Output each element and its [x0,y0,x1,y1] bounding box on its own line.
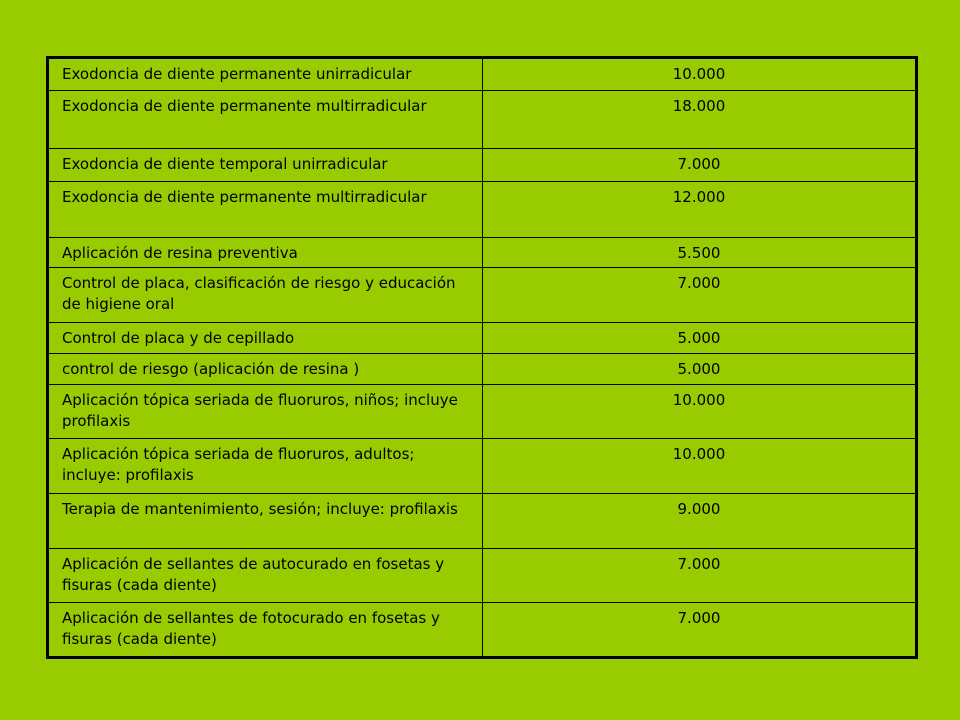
service-description: Aplicación de sellantes de autocurado en fosetas y fisuras (cada diente) [48,549,483,603]
service-description: Terapia de mantenimiento, sesión; incluye: profilaxis [48,494,483,549]
service-description: Aplicación de resina preventiva [48,238,483,268]
service-price: 7.000 [483,549,917,603]
price-table [46,56,918,659]
service-price: 9.000 [483,494,917,549]
service-description: Aplicación de sellantes de fotocurado en fosetas y fisuras (cada diente) [48,603,483,658]
table-row [48,494,917,549]
table-row [48,91,917,149]
table-row [48,354,917,385]
service-price: 5.000 [483,354,917,385]
service-price: 18.000 [483,91,917,149]
service-price: 7.000 [483,603,917,658]
service-price: 7.000 [483,268,917,323]
service-description: Control de placa y de cepillado [48,323,483,354]
service-description: Exodoncia de diente temporal unirradicular [48,149,483,182]
table-row [48,323,917,354]
table-row [48,149,917,182]
table-row [48,238,917,268]
service-description: Exodoncia de diente permanente unirradicular [48,58,483,91]
service-price: 7.000 [483,149,917,182]
table-row [48,385,917,439]
service-price: 5.500 [483,238,917,268]
service-description: Aplicación tópica seriada de fluoruros, adultos; incluye: profilaxis [48,439,483,494]
table-row [48,268,917,323]
table-row [48,58,917,91]
service-description: Aplicación tópica seriada de fluoruros, niños; incluye profilaxis [48,385,483,439]
service-price: 10.000 [483,439,917,494]
service-description: Exodoncia de diente permanente multirradicular [48,182,483,238]
table-row [48,603,917,658]
table-row [48,549,917,603]
service-price: 10.000 [483,58,917,91]
service-price: 5.000 [483,323,917,354]
price-table-body [48,58,917,658]
service-price: 10.000 [483,385,917,439]
table-row [48,439,917,494]
table-row [48,182,917,238]
service-description: Exodoncia de diente permanente multirradicular [48,91,483,149]
service-description: control de riesgo (aplicación de resina ) [48,354,483,385]
service-description: Control de placa, clasificación de riesgo y educación de higiene oral [48,268,483,323]
service-price: 12.000 [483,182,917,238]
